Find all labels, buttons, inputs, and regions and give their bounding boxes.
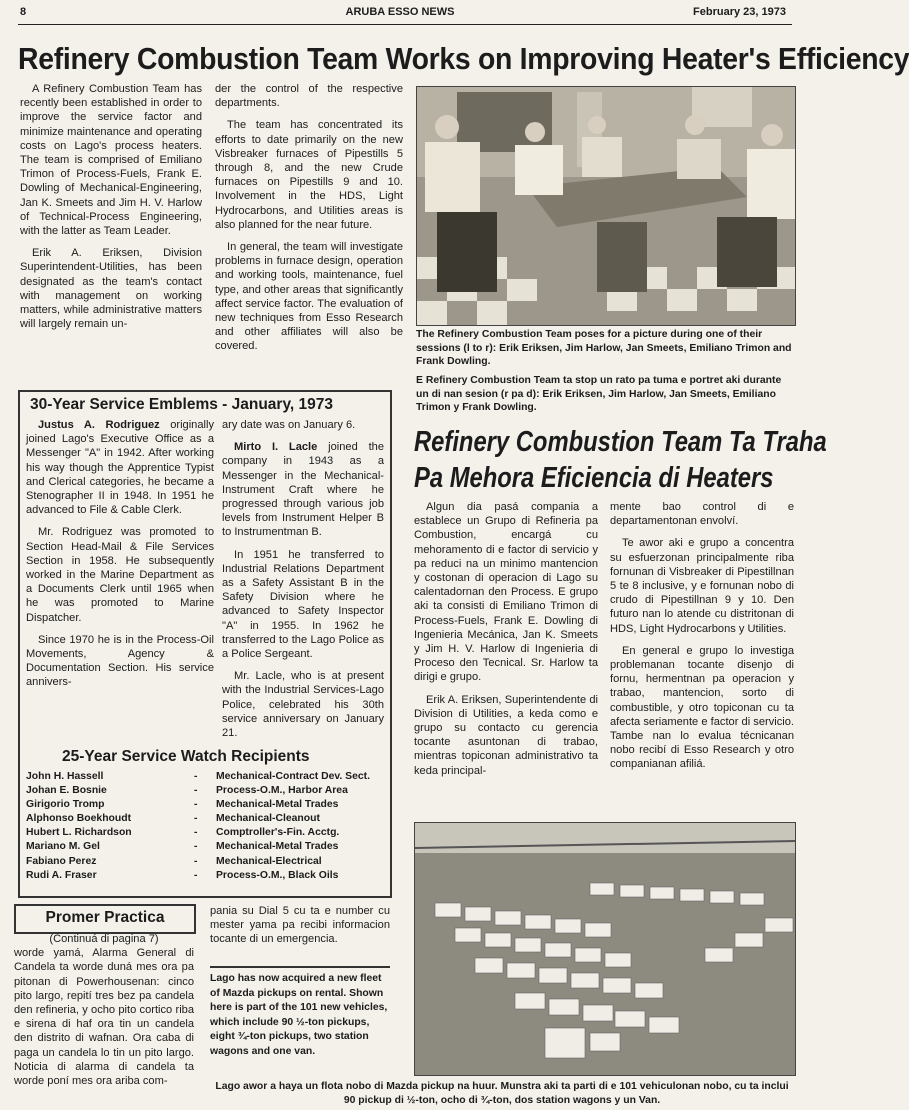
watch-row: John H. Hassell - Mechanical-Contract Dev. Sect. <box>26 771 370 782</box>
promer-continued: (Continuá di pagina 7) <box>49 933 159 945</box>
publication-name: ARUBA ESSO NEWS <box>345 6 455 18</box>
promer-col1 <box>14 932 194 1088</box>
watch-list <box>26 770 386 883</box>
pap-headline-line2: Pa Mehora Eficiencia di Heaters <box>414 462 774 494</box>
emblem-paragraph: Mr. Lacle, who is at present with the Industrial Services-Lago Police, celebrated his 30th service anniversary on January 21. <box>222 670 384 740</box>
main-headline: Refinery Combustion Team Works on Improving Heater's Efficiency <box>18 42 909 76</box>
article-en-col2 <box>215 82 403 362</box>
emblem-paragraph: ary date was on January 6. <box>222 419 356 431</box>
article-paragraph: mente bao control di e departamentonan envolví. <box>610 501 794 528</box>
issue-date: February 23, 1973 <box>693 6 786 18</box>
promer-text-cont: pania su Dial 5 cu ta e number cu mester yama pa recibi informacion tocante di un emergencia. <box>210 905 390 946</box>
photo1-caption-en: The Refinery Combustion Team poses for a picture during one of their sessions (l to r): Erik Eriksen, Jim Harlow, Jan Smeets, Emiliano Trimon and Frank Dowling. <box>416 329 792 368</box>
service-awards-box <box>18 390 392 898</box>
header-rule <box>18 24 792 25</box>
mazda-fleet-photo <box>414 822 796 1076</box>
watch-row: Rudi A. Fraser - Process-O.M., Black Oils <box>26 869 339 881</box>
article-paragraph: A Refinery Combustion Team has recently been established in order to improve the service factor and minimize maintenance and operating costs on Lago's process heaters. The team is comprised of Emiliano Trimon of Process-Fuels, Frank E. Dowling of Mechanical-Engineering, Jan K. Smeets and Jim H. V. Harlow of Technical-Process Engineering, with the latter as Team Leader. <box>20 83 202 238</box>
mazda-fleet-illustration <box>415 823 795 1075</box>
article-paragraph: Te awor aki e grupo a concentra su esfuerzonan principalmente riba fornunan di Visbreaker di Pipestillnan 5 te 8 inclusive, y e fornunan nobo di crudo di Pipestillnan 9 y 10. Den futuro nan lo atende cu distritonan di HDS, Light Hydrocarbons y Utilities. <box>610 537 794 635</box>
page-number: 8 <box>20 6 27 18</box>
mazda-caption-en: Lago has now acquired a new fleet of Mazda pickups on rental. Shown here is part of the 101 new vehicles, which include 90 ½-ton pickups, eight ¾-ton pickups, two station wagons and one van. <box>210 973 388 1057</box>
employee-name: Mirto I. Lacle <box>234 441 318 454</box>
team-photo <box>416 86 796 326</box>
article-paragraph: der the control of the respective departments. <box>215 83 403 110</box>
watch-row: Hubert L. Richardson - Comptroller's-Fin. Acctg. <box>26 827 340 839</box>
article-pap-col1 <box>414 500 598 786</box>
article-pap-col2 <box>610 500 794 780</box>
emblems-col1 <box>26 418 214 698</box>
article-paragraph: En general e grupo lo investiga problemanan tocante disenjo di fornu, hermentnan pa operacion y trabao, mantencion, sorto di combustible, y otro topiconan cu ta afecta seriamente e factor di servicio. Tambe nan lo evalua técnicanan nobo recibí di Esso Research y otro companianan afiliá. <box>610 644 794 771</box>
emblems-col2 <box>222 418 384 748</box>
article-paragraph: Algun dia pasá compania a establece un Grupo di Refineria pa Combustion, encargá cu mehoramento di e factor di servicio y pa reduci na un minimo mantencion y costonan di operacion di Lago su calentadornan den Process. E grupo aki ta consisti di Emiliano Trimon di Process-Fuels, Frank E. Dowling di Ingenieria Mecánica, Jan K. Smeets y Jim H. V. Harlow di Ingenieria di Proceso den Tecnical. Sr. Harlow ta dirigi e grupo. <box>414 501 598 684</box>
watch-row: Girigorio Tromp - Mechanical-Metal Trades <box>26 799 339 811</box>
divider <box>210 966 390 968</box>
photo1-caption-pap: E Refinery Combustion Team ta stop un rato pa tuma e portret aki durante un di nan sesion (r pa d): Erik Eriksen, Jim Harlow, Jan Smeets, Emiliano Trimon y Frank Dowling. <box>416 375 782 414</box>
watch-row: Johan E. Bosnie - Process-O.M., Harbor Area <box>26 785 348 797</box>
emblem-paragraph: In 1951 he transferred to Industrial Relations Department as a Safety Assistant B in the Safety Division where he advanced to Safety Inspector "A" in 1955. In 1962 he transferred to the Lago Police as a Police Sergeant. <box>222 548 384 661</box>
emblem-paragraph: Since 1970 he is in the Process-Oil Movements, Agency & Documentation Section. His service annivers- <box>26 633 214 689</box>
watch-row: Mariano M. Gel - Mechanical-Metal Trades <box>26 841 339 853</box>
watch-title: 25-Year Service Watch Recipients <box>62 748 310 765</box>
employee-name: Justus A. Rodriguez <box>38 419 160 431</box>
article-en-col1 <box>20 82 202 339</box>
emblem-text: joined the company in 1943 as a Messenger in the Mechanical-Instrument Craft where he progressed through various job levels from Instrument Helper B to Instrumentman B. <box>222 441 384 539</box>
emblem-text: originally joined Lago's Executive Office as a Messenger "A" in 1942. After working his way though the Apprentice Typist and Clerical categories, he became a Stenographer II in 1948. In 1951 he advanced to File & Cable Clerk. <box>26 419 214 517</box>
promer-title: Promer Practica <box>45 909 165 926</box>
promer-title-box <box>14 904 196 934</box>
article-paragraph: The team has concentrated its efforts to date primarily on the new Visbreaker furnaces of Pipestills 5 through 8, and the new Crude furnaces on Pipestills 9 and 10. Involvement in the HDS, Light Hydrocarbons, and Utilities areas is also planned for the near future. <box>215 119 403 231</box>
mazda-caption-pap: Lago awor a haya un flota nobo di Mazda pickup na huur. Munstra aki ta parti di e 101 vehiculonan nobo, cu ta inclui 90 pickup di ½-ton, ocho di ¾-ton, dos station wagons y un Van. <box>215 1081 789 1106</box>
watch-row: Fabiano Perez - Mechanical-Electrical <box>26 855 322 867</box>
team-photo-illustration <box>417 87 795 325</box>
article-paragraph: In general, the team will investigate problems in furnace design, operation and working tools, maintenance, fuel type, and other areas that significantly affect service factor. The evaluation of new techniques from Esso Research and other affiliates will also be covered. <box>215 241 403 353</box>
emblem-paragraph: Mr. Rodriguez was promoted to Section Head-Mail & File Services Section in 1958. He subsequently worked in the Marine Department as a Documents Clerk until 1965 when he was promoted to Marine Dispatcher. <box>26 526 214 624</box>
article-paragraph: Erik A. Eriksen, Division Superintendent-Utilities, has been designated as the team's contact with management on working matters, while administrative matters will largely remain un- <box>20 247 202 331</box>
promer-col2 <box>210 904 390 947</box>
pap-headline-line1: Refinery Combustion Team Ta Traha <box>414 426 827 458</box>
promer-text: worde yamá, Alarma General di Candela ta worde duná mes ora pa pitonan di Powerhousenan: cinco pito largo, repití tres bez pa candela den refineria, y ocho pito cortico riba e sirena di haf ora tin un candela den distrito di wafnan. Ora caba di paga un candela lo tin un pito largo. Noticia di alarma di candela ta worde poní mes ora ariba com- <box>14 947 194 1088</box>
emblems-title: 30-Year Service Emblems - January, 1973 <box>30 396 334 413</box>
article-paragraph: Erik A. Eriksen, Superintendente di Division di Utilities, a keda como e grupo su contacto cu gerencia tocante asuntonan di trabao, mientras topiconan administrativo ta keda principal- <box>414 693 598 777</box>
watch-row: Alphonso Boekhoudt - Mechanical-Cleanout <box>26 813 320 825</box>
